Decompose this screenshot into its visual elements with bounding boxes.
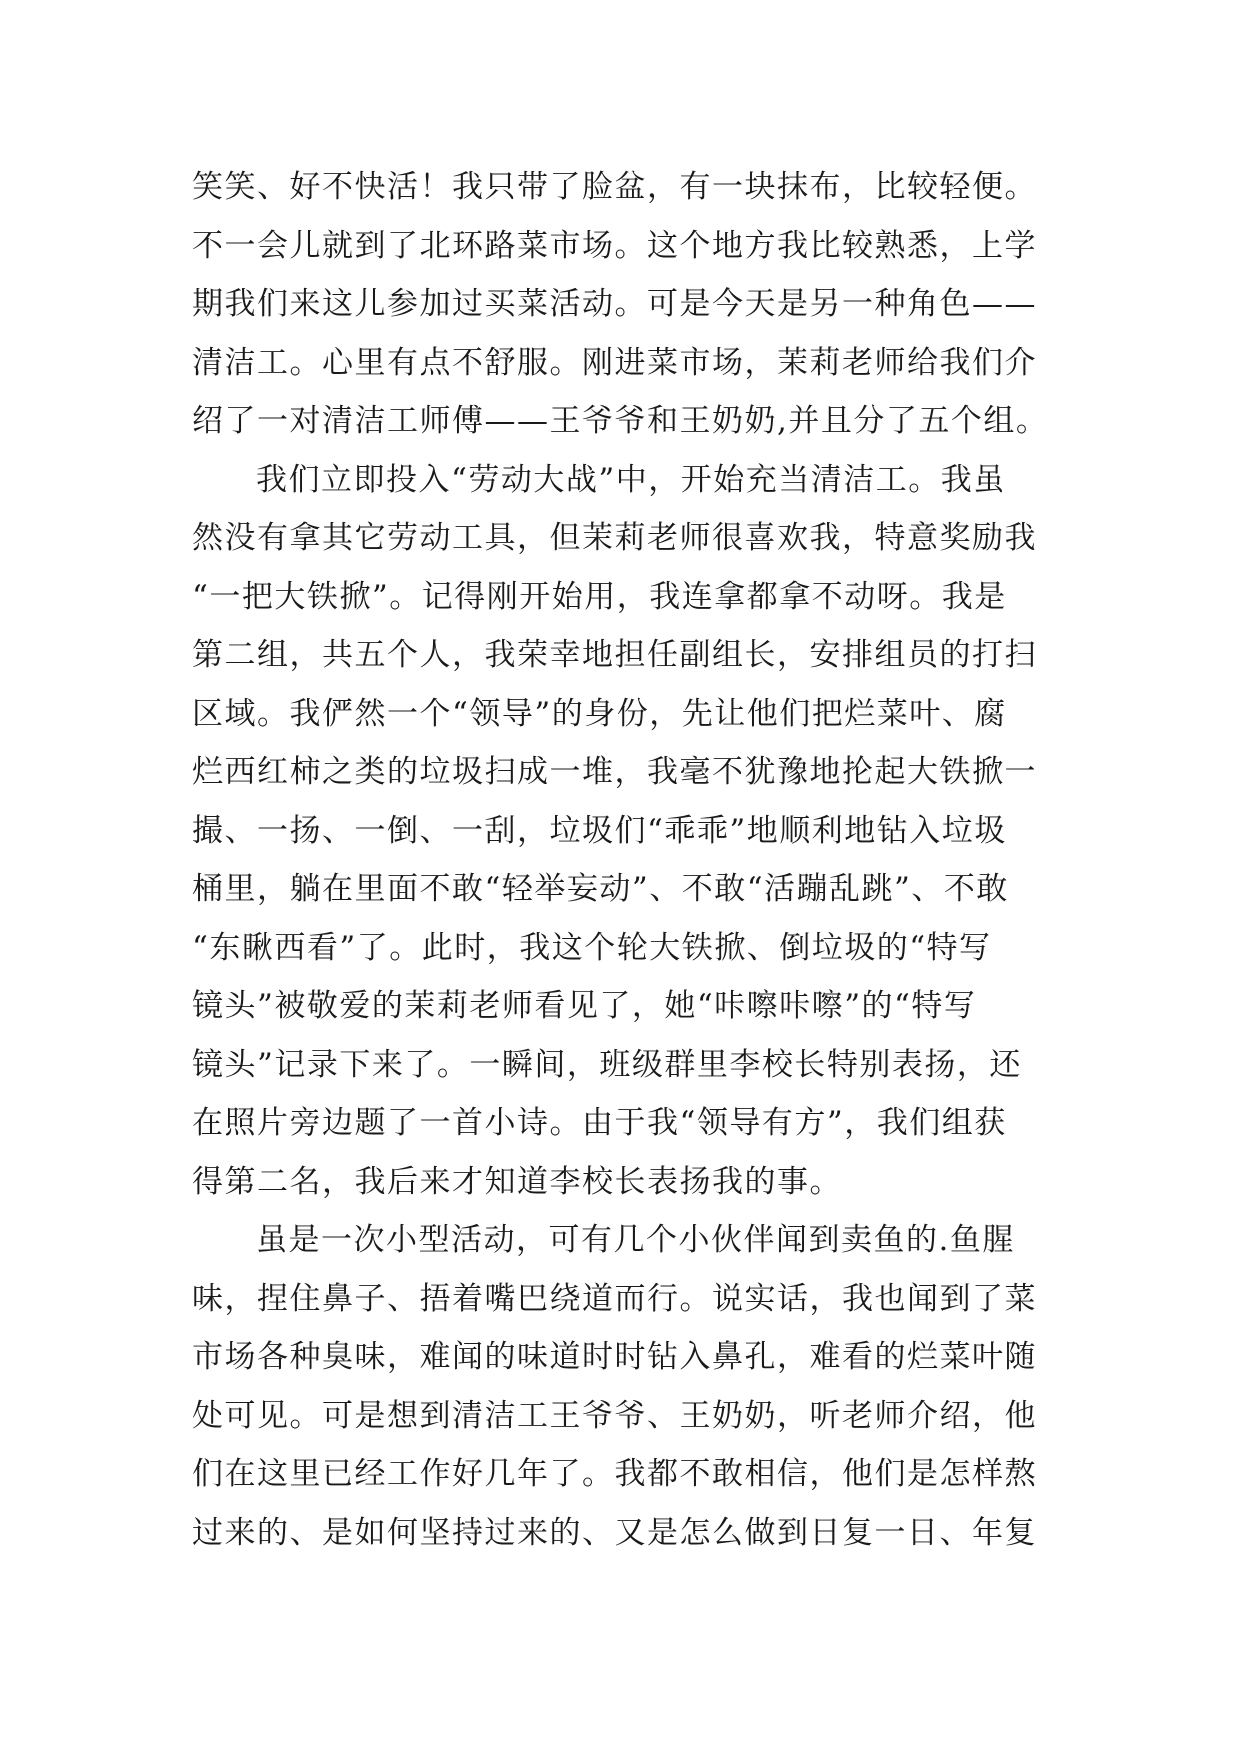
text-line: 桶里，躺在里面不敢“轻举妄动”、不敢“活蹦乱跳”、不敢 <box>192 871 1009 907</box>
text-line: 区域。我俨然一个“领导”的身份，先让他们把烂菜叶、腐 <box>192 695 1007 732</box>
text-line: 们在这里已经工作好几年了。我都不敢相信，他们是怎样熬 <box>192 1456 1037 1492</box>
text-line: 期我们来这儿参加过买菜活动。可是今天是另一种角色—— <box>192 286 1037 322</box>
text-line: 虽是一次小型活动，可有几个小伙伴闻到卖鱼的.鱼腥 <box>256 1222 1015 1258</box>
text-line: 在照片旁边题了一首小诗。由于我“领导有方”，我们组获 <box>192 1105 1007 1141</box>
text-line: 第二组，共五个人，我荣幸地担任副组长，安排组员的打扫 <box>192 637 1037 673</box>
text-line: 撮、一扬、一倒、一刮，垃圾们“乖乖”地顺利地钻入垃圾 <box>192 812 1007 849</box>
text-line: 镜头”记录下来了。一瞬间，班级群里李校长特别表扬，还 <box>192 1046 1022 1083</box>
text-line: 味，捏住鼻子、捂着嘴巴绕道而行。说实话，我也闻到了菜 <box>192 1280 1037 1317</box>
text-line: 镜头”被敬爱的茉莉老师看见了，她“咔嚓咔嚓”的“特写 <box>192 988 977 1024</box>
text-line: 清洁工。心里有点不舒服。刚进菜市场，茉莉老师给我们介 <box>192 344 1037 381</box>
text-line: 得第二名，我后来才知道李校长表扬我的事。 <box>192 1163 842 1200</box>
text-line: 烂西红柿之类的垃圾扫成一堆，我毫不犹豫地抡起大铁掀一 <box>192 754 1037 790</box>
paragraph <box>192 158 1052 451</box>
text-line: 不一会儿就到了北环路菜市场。这个地方我比较熟悉，上学 <box>192 227 1037 264</box>
text-line: 笑笑、好不快活！我只带了脸盆，有一块抹布，比较轻便。 <box>192 169 1037 205</box>
text-line: “一把大铁掀”。记得刚开始用，我连拿都拿不动呀。我是 <box>192 578 1007 615</box>
body-text <box>192 158 1052 1562</box>
text-line: 市场各种臭味，难闻的味道时时钻入鼻孔，难看的烂菜叶随 <box>192 1339 1037 1375</box>
text-line: 绍了一对清洁工师傅——王爷爷和王奶奶,并且分了五个组。 <box>192 403 1049 439</box>
paragraph <box>192 451 1052 1212</box>
text-line: 过来的、是如何坚持过来的、又是怎么做到日复一日、年复 <box>192 1514 1037 1551</box>
text-line: “东瞅西看”了。此时，我这个轮大铁掀、倒垃圾的“特写 <box>192 929 992 966</box>
text-line: 我们立即投入“劳动大战”中，开始充当清洁工。我虽 <box>256 461 1006 498</box>
paragraph <box>192 1211 1052 1562</box>
text-line: 然没有拿其它劳动工具，但茉莉老师很喜欢我，特意奖励我 <box>192 520 1037 556</box>
text-line: 处可见。可是想到清洁工王爷爷、王奶奶，听老师介绍，他 <box>192 1397 1037 1434</box>
